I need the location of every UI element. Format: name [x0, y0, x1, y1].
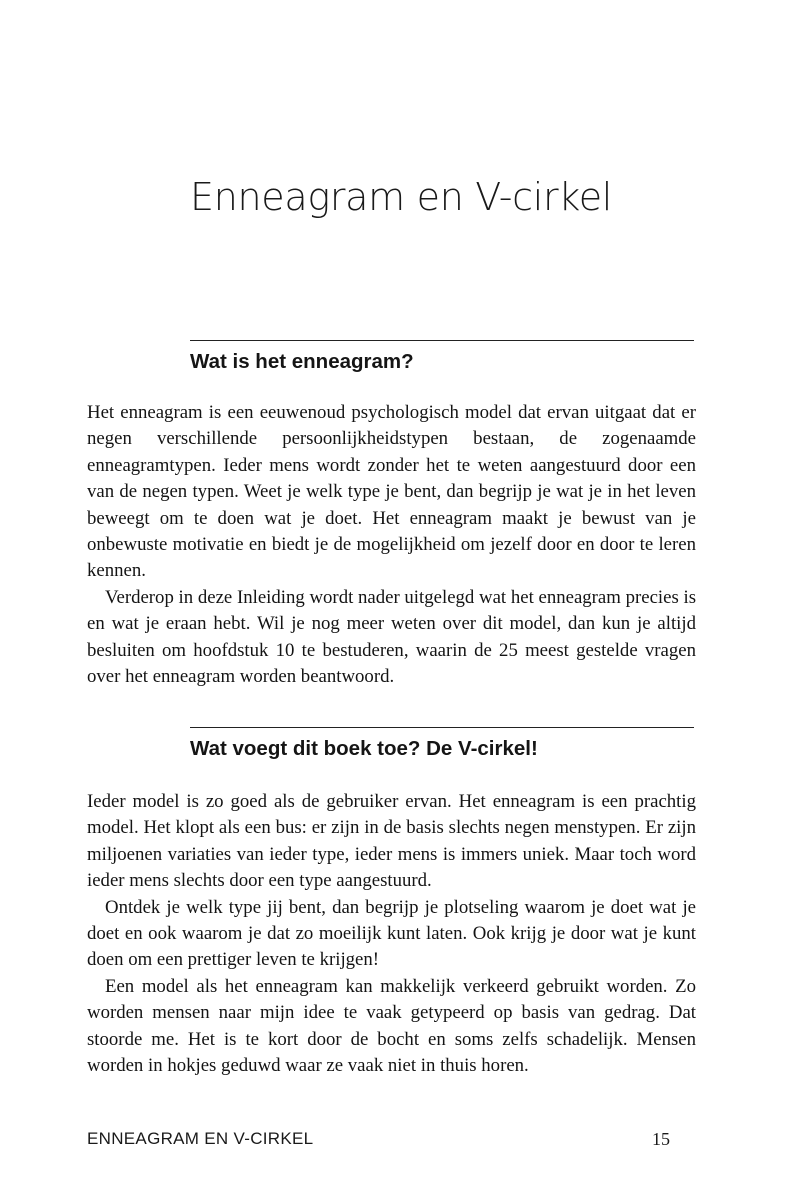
section-heading: Wat is het enneagram?	[190, 350, 414, 373]
paragraph: Een model als het enneagram kan makkelijk verkeerd gebruikt worden. Zo worden mensen naar mijn idee te vaak getypeerd op basis van gedrag. Dat stoorde me. Het is te kort door de bocht en soms zelfs schadelijk. Mensen worden in hokjes geduwd waar ze vaak niet in thuis horen.	[87, 975, 696, 1077]
section-body-what-is	[87, 400, 696, 690]
paragraph: Verderop in deze Inleiding wordt nader uitgelegd wat het enneagram precies is en wat je eraan hebt. Wil je nog meer weten over dit model, dan kun je altijd besluiten om hoofdstuk 10 te bestuderen, waarin de 25 meest gestelde vragen over het enneagram worden beantwoord.	[87, 586, 696, 688]
running-footer-title: ENNEAGRAM EN V-CIRKEL	[87, 1129, 314, 1148]
section-heading: Wat voegt dit boek toe? De V-cirkel!	[190, 737, 538, 760]
paragraph: Ieder model is zo goed als de gebruiker ervan. Het enneagram is een prachtig model. Het klopt als een bus: er zijn in de basis slechts negen menstypen. Er zijn miljoenen variaties van ieder type, ieder mens is immers uniek. Maar toch word ieder mens slechts door een type aangestuurd.	[87, 791, 696, 892]
section-heading-what-is	[190, 340, 694, 375]
section-heading-what-adds	[190, 727, 694, 762]
paragraph: Ontdek je welk type jij bent, dan begrijp je plotseling waarom je doet wat je doet en ook waarom je dat zo moeilijk kunt laten. Ook krijg je door wat je kunt doen om een prettiger leven te krijgen!	[87, 896, 696, 971]
paragraph: Het enneagram is een eeuwenoud psychologisch model dat ervan uitgaat dat er negen verschillende persoonlijkheidstypen bestaan, de zogenaamde enneagramtypen. Ieder mens wordt zonder het te weten aangestuurd door een van de negen typen. Weet je welk type je bent, dan begrijp je wat je in het leven beweegt om te doen wat je doet. Het enneagram maakt je bewust van je onbewuste motivatie en biedt je de mogelijkheid om jezelf door en door te leren kennen.	[87, 402, 696, 582]
page-number: 15	[652, 1129, 670, 1149]
section-body-what-adds	[87, 789, 696, 1079]
chapter-title: Enneagram en V-cirkel	[190, 175, 613, 219]
